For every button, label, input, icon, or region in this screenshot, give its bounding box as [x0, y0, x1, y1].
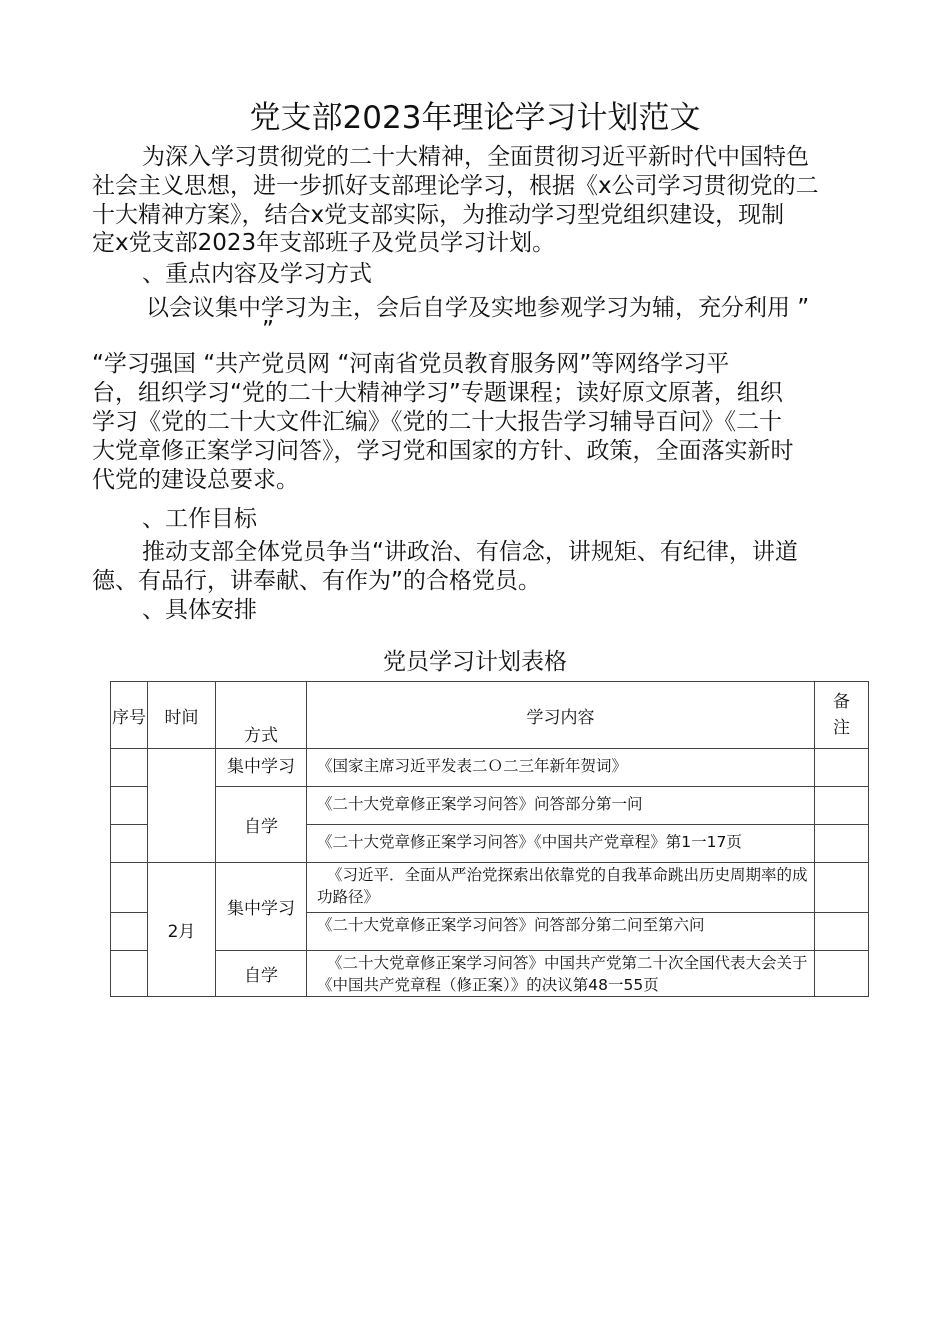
cell-time: 2月: [148, 863, 216, 997]
cell-content: 《二十大党章修正案学习问答》问答部分第一问: [307, 787, 815, 825]
cell-no: [111, 749, 148, 787]
cell-no: [111, 913, 148, 951]
cell-note: [815, 913, 869, 951]
body-line: ”: [262, 317, 274, 343]
body-line: “学习强国 “共产党员网 “河南省党员教育服务网”等网络学习平: [92, 351, 730, 377]
section-heading: 、工作目标: [142, 506, 257, 532]
table-header-row: [111, 682, 869, 749]
cell-no: [111, 951, 148, 997]
intro-line: 十大精神方案》，结合x党支部实际，为推动学习型党组织建设，现制: [92, 202, 785, 228]
cell-no: [111, 863, 148, 913]
cell-note: [815, 863, 869, 913]
cell-content: 《二十大党章修正案学习问答》问答部分第二问至第六问: [307, 913, 815, 951]
table-row: [111, 863, 869, 913]
section-heading: 、重点内容及学习方式: [142, 261, 372, 287]
body-line: 以会议集中学习为主，会后自学及实地参观学习为辅，充分利用 ”: [146, 295, 810, 321]
body-line: 大党章修正案学习问答》，学习党和国家的方针、政策，全面落实新时: [92, 438, 794, 464]
table-caption: 党员学习计划表格: [383, 649, 567, 675]
body-line: 台，组织学习“党的二十大精神学习”专题课程；读好原文原著，组织: [92, 380, 783, 406]
header-note: 备 注: [815, 682, 869, 749]
cell-method: 集中学习: [216, 749, 307, 787]
body-line: 学习《党的二十大文件汇编》《党的二十大报告学习辅导百问》《二十: [92, 409, 782, 435]
table-row: [111, 749, 869, 787]
cell-no: [111, 825, 148, 863]
header-method: 方式: [216, 682, 307, 749]
intro-line: 定x党支部2023年支部班子及党员学习计划。: [92, 230, 556, 256]
section-heading: 、具体安排: [142, 597, 257, 623]
intro-line: 为深入学习贯彻党的二十大精神，全面贯彻习近平新时代中国特色: [142, 144, 809, 170]
cell-note: [815, 825, 869, 863]
header-content: 学习内容: [307, 682, 815, 749]
cell-time: [148, 749, 216, 863]
cell-content: 《习近平．全面从严治党探索出依靠党的自我革命跳出历史周期率的成功路径》: [307, 863, 815, 913]
body-line: 代党的建设总要求。: [92, 467, 299, 493]
header-time: 时间: [148, 682, 216, 749]
body-line: 推动支部全体党员争当“讲政治、有信念，讲规矩、有纪律，讲道: [142, 539, 798, 565]
cell-method: 集中学习: [216, 863, 307, 951]
cell-content: 《二十大党章修正案学习问答》中国共产党第二十次全国代表大会关于《中国共产党章程（修正案）》的决议第48一55页: [307, 951, 815, 997]
cell-note: [815, 749, 869, 787]
table-row: [111, 951, 869, 997]
intro-line: 社会主义思想，进一步抓好支部理论学习，根据《x公司学习贯彻党的二: [92, 173, 819, 199]
header-no: 序号: [111, 682, 148, 749]
cell-note: [815, 787, 869, 825]
cell-method: 自学: [216, 951, 307, 997]
cell-note: [815, 951, 869, 997]
body-line: 德、有品行，讲奉献、有作为”的合格党员。: [92, 568, 541, 594]
document-title: 党支部2023年理论学习计划范文: [249, 100, 701, 136]
cell-no: [111, 787, 148, 825]
cell-content: 《国家主席习近平发表二Ｏ二三年新年贺词》: [307, 749, 815, 787]
cell-method: 自学: [216, 787, 307, 863]
table-row: [111, 787, 869, 825]
study-plan-table: [110, 681, 869, 997]
cell-content: 《二十大党章修正案学习问答》《中国共产党章程》第1一17页: [307, 825, 815, 863]
